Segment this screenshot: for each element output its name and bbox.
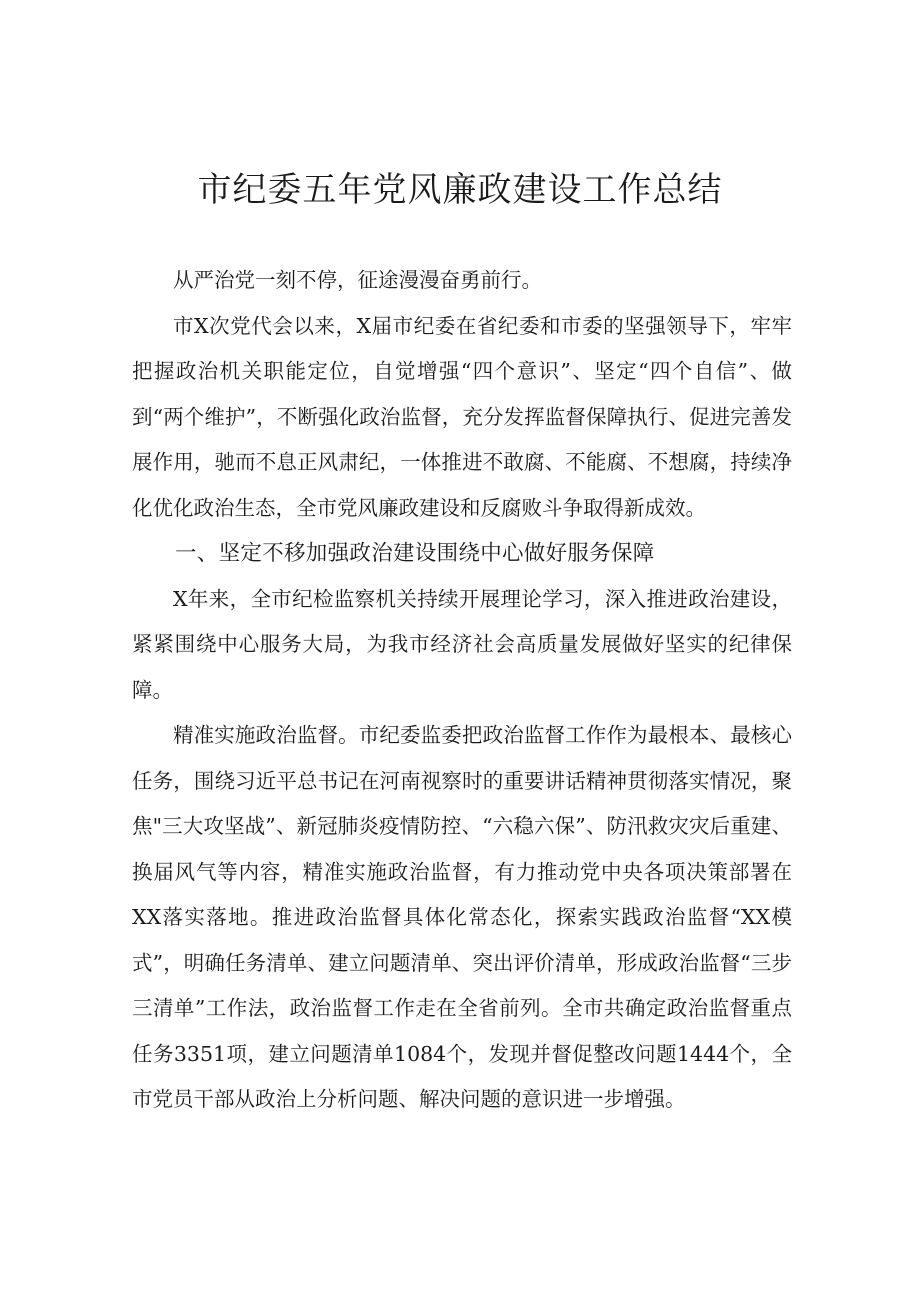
overview-paragraph: 市X次党代会以来，X届市纪委在省纪委和市委的坚强领导下，牢牢把握政治机关职能定位，自觉增强“四个意识”、坚定“四个自信”、做到“两个维护”，不断强化政治监督，充分发挥监督保障执行、促进完善发展作用，驰而不息正风肃纪，一体推进不敢腐、不能腐、不想腐，持续净化优化政治生态，全市党风廉政建设和反腐败斗争取得新成效。 [132,313,792,520]
section-paragraph: 精准实施政治监督。市纪委监委把政治监督工作作为最根本、最核心任务，围绕习近平总书记在河南视察时的重要讲话精神贯彻落实情况，聚焦"三大攻坚战”、新冠肺炎疫情防控、“六稳六保”、防汛救灾灾后重建、换届风气等内容，精准实施政治监督，有力推动党中央各项决策部署在XX落实落地。推进政治监督具体化常态化，探索实践政治监督“XX模式”，明确任务清单、建立问题清单、突出评价清单，形成政治监督“三步三清单”工作法，政治监督工作走在全省前列。全市共确定政治监督重点任务3351项，建立问题清单1084个，发现并督促整改问题1444个，全市党员干部从政治上分析问题、解决问题的意识进一步增强。 [132,723,792,1111]
section-paragraph: X年来，全市纪检监察机关持续开展理论学习，深入推进政治建设，紧紧围绕中心服务大局，为我市经济社会高质量发展做好坚实的纪律保障。 [132,586,792,702]
intro-paragraph: 从严治党一刻不停，征途漫漫奋勇前行。 [173,268,542,292]
document-title: 市纪委五年党风廉政建设工作总结 [197,170,723,210]
section-heading: 一、坚定不移加强政治建设围绕中心做好服务保障 [175,541,655,566]
document-body [132,258,792,1123]
